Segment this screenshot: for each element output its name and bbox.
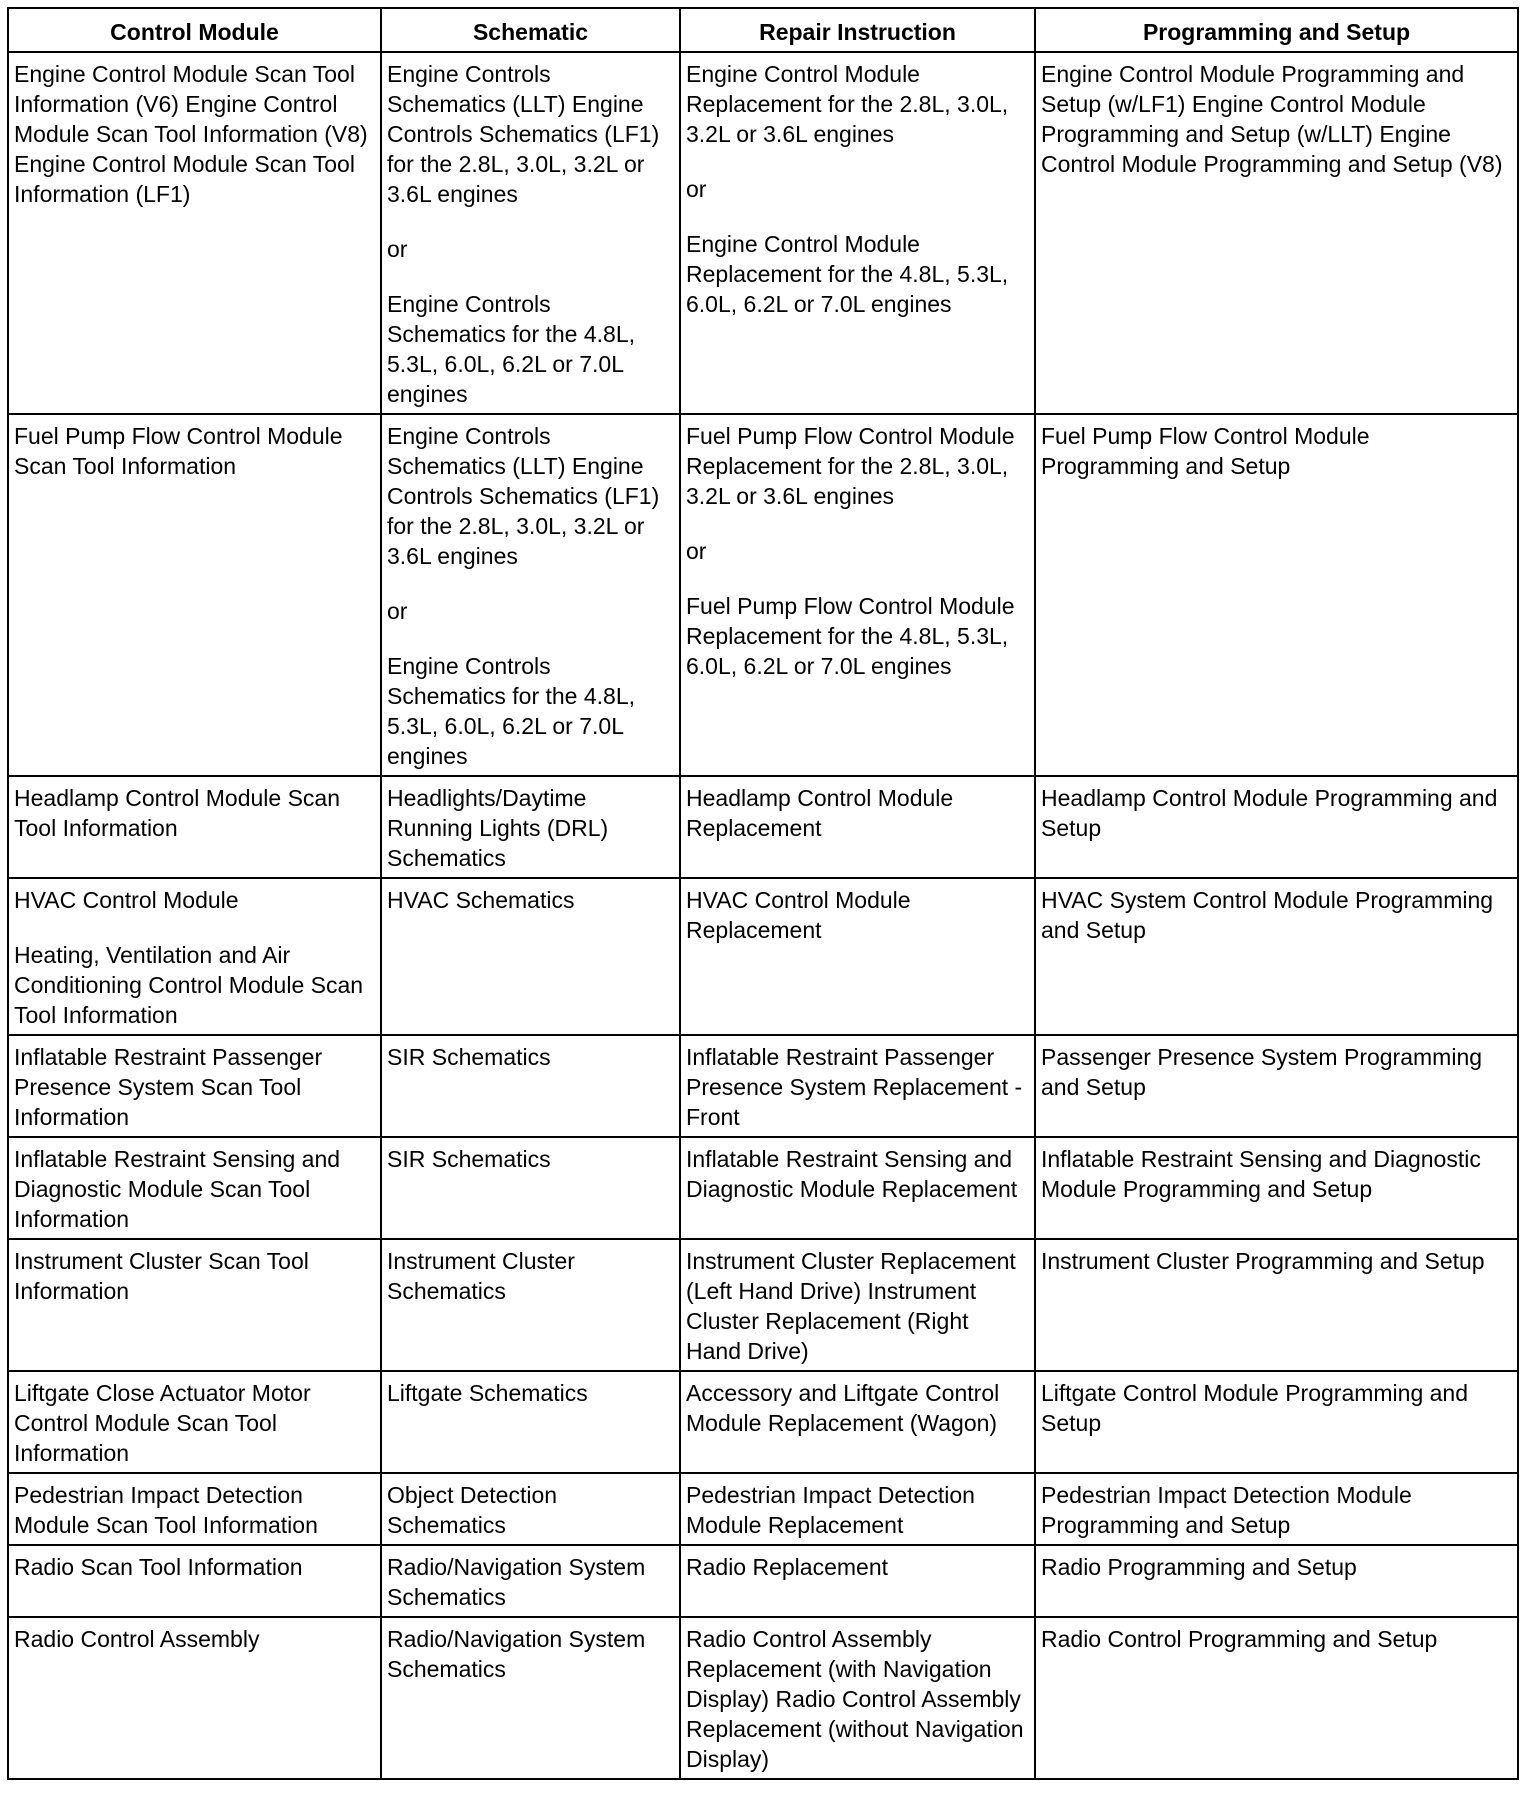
cell-text: HVAC Control Module Replacement [686, 887, 911, 943]
cell-text: Engine Controls Schematics for the 4.8L, 5.3L, 6.0L, 6.2L or 7.0L engines [387, 653, 636, 769]
cell-schematic [381, 1035, 680, 1137]
cell-text: HVAC Control Module [14, 887, 239, 913]
cell-programming-and-setup [1035, 878, 1518, 1035]
cell-text: Headlamp Control Module Replacement [686, 785, 954, 841]
cell-text: Engine Control Module Scan Tool Information (V6) Engine Control Module Scan Tool Information (V8) Engine Control Module Scan Tool Information (LF1) [14, 61, 368, 207]
cell-control-module [8, 1545, 381, 1617]
table-row [8, 1239, 1518, 1371]
cell-text: or [387, 598, 408, 624]
table-row [8, 1473, 1518, 1545]
header-control-module: Control Module [8, 8, 381, 52]
cell-programming-and-setup [1035, 1035, 1518, 1137]
cell-text: Engine Controls Schematics (LLT) Engine Controls Schematics (LF1) for the 2.8L, 3.0L, 3.2L or 3.6L engines [387, 423, 660, 569]
cell-text: Object Detection Schematics [387, 1482, 558, 1538]
cell-programming-and-setup [1035, 776, 1518, 878]
cell-schematic [381, 1137, 680, 1239]
cell-text: Pedestrian Impact Detection Module Replacement [686, 1482, 975, 1538]
cell-repair-instruction [680, 878, 1035, 1035]
cell-repair-instruction [680, 1371, 1035, 1473]
cell-text: Engine Controls Schematics (LLT) Engine Controls Schematics (LF1) for the 2.8L, 3.0L, 3.2L or 3.6L engines [387, 61, 660, 207]
cell-repair-instruction [680, 52, 1035, 414]
cell-schematic [381, 1617, 680, 1779]
cell-schematic [381, 878, 680, 1035]
cell-schematic [381, 1545, 680, 1617]
cell-control-module [8, 414, 381, 776]
cell-control-module [8, 776, 381, 878]
header-row [8, 8, 1518, 52]
table-body [8, 52, 1518, 1779]
cell-text: Headlights/Daytime Running Lights (DRL) Schematics [387, 785, 609, 871]
cell-text: HVAC Schematics [387, 887, 575, 913]
cell-text: Fuel Pump Flow Control Module Programming and Setup [1041, 423, 1370, 479]
cell-text: Fuel Pump Flow Control Module Replacement for the 2.8L, 3.0L, 3.2L or 3.6L engines [686, 423, 1015, 509]
cell-repair-instruction [680, 1137, 1035, 1239]
cell-control-module [8, 1617, 381, 1779]
cell-text: Radio Replacement [686, 1554, 889, 1580]
cell-programming-and-setup [1035, 1371, 1518, 1473]
cell-repair-instruction [680, 1239, 1035, 1371]
cell-text: Liftgate Schematics [387, 1380, 588, 1406]
cell-programming-and-setup [1035, 414, 1518, 776]
table-row [8, 1137, 1518, 1239]
control-module-reference-table [7, 7, 1519, 1780]
cell-control-module [8, 1137, 381, 1239]
cell-text: Radio Control Programming and Setup [1041, 1626, 1438, 1652]
cell-programming-and-setup [1035, 1239, 1518, 1371]
document-page [7, 7, 1519, 1780]
cell-text: Radio/Navigation System Schematics [387, 1626, 646, 1682]
cell-text: Engine Control Module Programming and Setup (w/LF1) Engine Control Module Programming and Setup (w/LLT) Engine Control Module Programming and Setup (V8) [1041, 61, 1503, 177]
cell-text: Inflatable Restraint Sensing and Diagnostic Module Scan Tool Information [14, 1146, 341, 1232]
table-row [8, 878, 1518, 1035]
cell-text: Inflatable Restraint Passenger Presence System Replacement - Front [686, 1044, 1023, 1130]
cell-control-module [8, 1371, 381, 1473]
table-row [8, 52, 1518, 414]
cell-control-module [8, 1473, 381, 1545]
cell-text: or [686, 176, 707, 202]
table-row [8, 414, 1518, 776]
cell-control-module [8, 878, 381, 1035]
table-row [8, 1035, 1518, 1137]
cell-repair-instruction [680, 776, 1035, 878]
table-row [8, 1545, 1518, 1617]
cell-text: Engine Control Module Replacement for the 4.8L, 5.3L, 6.0L, 6.2L or 7.0L engines [686, 231, 1009, 317]
cell-text: Instrument Cluster Schematics [387, 1248, 575, 1304]
header-repair-instruction: Repair Instruction [680, 8, 1035, 52]
cell-text: Liftgate Control Module Programming and Setup [1041, 1380, 1469, 1436]
cell-programming-and-setup [1035, 1617, 1518, 1779]
cell-text: Radio Programming and Setup [1041, 1554, 1357, 1580]
cell-text: Radio/Navigation System Schematics [387, 1554, 646, 1610]
cell-text: Pedestrian Impact Detection Module Scan Tool Information [14, 1482, 318, 1538]
cell-control-module [8, 1239, 381, 1371]
cell-schematic [381, 1473, 680, 1545]
cell-text: HVAC System Control Module Programming and Setup [1041, 887, 1494, 943]
cell-text: or [387, 236, 408, 262]
table-row [8, 1371, 1518, 1473]
cell-programming-and-setup [1035, 1137, 1518, 1239]
cell-repair-instruction [680, 1545, 1035, 1617]
cell-text: Heating, Ventilation and Air Conditioning Control Module Scan Tool Information [14, 942, 364, 1028]
cell-repair-instruction [680, 414, 1035, 776]
cell-text: Instrument Cluster Programming and Setup [1041, 1248, 1485, 1274]
cell-repair-instruction [680, 1035, 1035, 1137]
cell-text: Instrument Cluster Replacement (Left Hand Drive) Instrument Cluster Replacement (Right Hand Drive) [686, 1248, 1016, 1364]
cell-text: Accessory and Liftgate Control Module Replacement (Wagon) [686, 1380, 1000, 1436]
cell-schematic [381, 414, 680, 776]
cell-text: Fuel Pump Flow Control Module Scan Tool Information [14, 423, 343, 479]
cell-text: Headlamp Control Module Programming and Setup [1041, 785, 1498, 841]
cell-repair-instruction [680, 1617, 1035, 1779]
cell-repair-instruction [680, 1473, 1035, 1545]
cell-control-module [8, 52, 381, 414]
cell-text: Headlamp Control Module Scan Tool Information [14, 785, 341, 841]
cell-text: Inflatable Restraint Sensing and Diagnostic Module Programming and Setup [1041, 1146, 1481, 1202]
cell-text: SIR Schematics [387, 1044, 551, 1070]
cell-programming-and-setup [1035, 1545, 1518, 1617]
cell-text: Engine Control Module Replacement for the 2.8L, 3.0L, 3.2L or 3.6L engines [686, 61, 1009, 147]
cell-text: Passenger Presence System Programming and Setup [1041, 1044, 1483, 1100]
cell-schematic [381, 1371, 680, 1473]
table-header [8, 8, 1518, 52]
cell-text: Instrument Cluster Scan Tool Information [14, 1248, 309, 1304]
cell-schematic [381, 52, 680, 414]
cell-text: Inflatable Restraint Passenger Presence System Scan Tool Information [14, 1044, 323, 1130]
cell-text: Radio Control Assembly Replacement (with Navigation Display) Radio Control Assembly Replacement (without Navigation Display) [686, 1626, 1024, 1772]
cell-text: Radio Control Assembly [14, 1626, 260, 1652]
cell-schematic [381, 776, 680, 878]
cell-text: SIR Schematics [387, 1146, 551, 1172]
cell-text: Pedestrian Impact Detection Module Programming and Setup [1041, 1482, 1412, 1538]
cell-control-module [8, 1035, 381, 1137]
header-programming-and-setup: Programming and Setup [1035, 8, 1518, 52]
cell-programming-and-setup [1035, 1473, 1518, 1545]
header-schematic: Schematic [381, 8, 680, 52]
cell-text: Fuel Pump Flow Control Module Replacement for the 4.8L, 5.3L, 6.0L, 6.2L or 7.0L engines [686, 593, 1015, 679]
table-row [8, 1617, 1518, 1779]
cell-text: Inflatable Restraint Sensing and Diagnostic Module Replacement [686, 1146, 1018, 1202]
table-row [8, 776, 1518, 878]
cell-schematic [381, 1239, 680, 1371]
cell-text: Engine Controls Schematics for the 4.8L, 5.3L, 6.0L, 6.2L or 7.0L engines [387, 291, 636, 407]
cell-text: Radio Scan Tool Information [14, 1554, 303, 1580]
cell-programming-and-setup [1035, 52, 1518, 414]
cell-text: or [686, 538, 707, 564]
cell-text: Liftgate Close Actuator Motor Control Module Scan Tool Information [14, 1380, 311, 1466]
